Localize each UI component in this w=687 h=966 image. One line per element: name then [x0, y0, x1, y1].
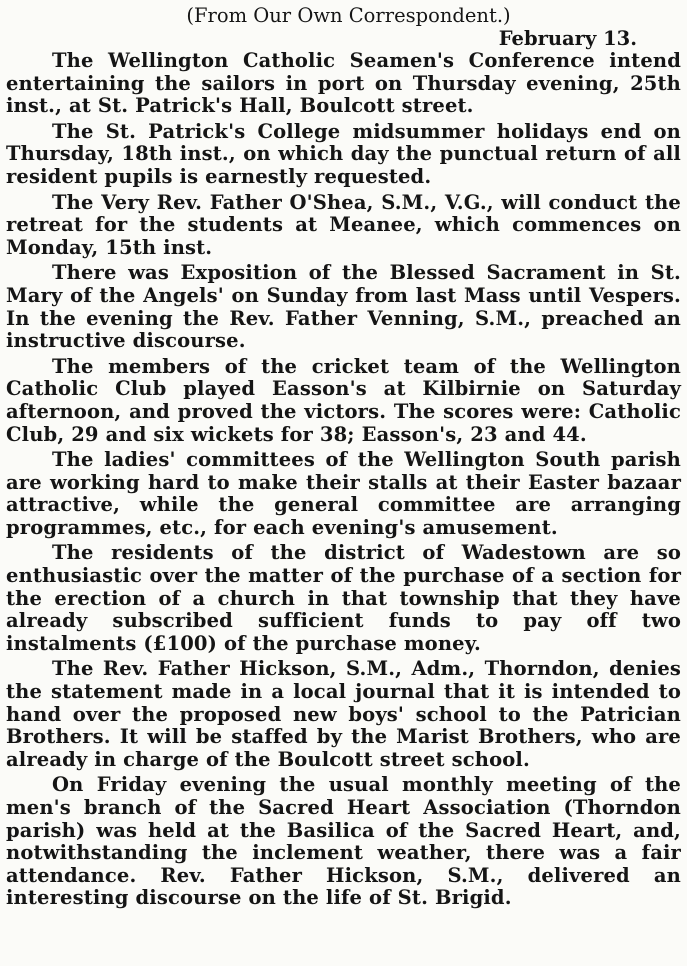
paragraph-exposition: There was Exposition of the Blessed Sacrament in St. Mary of the Angels' on Sunday from last Mass until Vespers. In the evening the Rev. Father Venning, S.M., preached an instructive discourse. [6, 261, 681, 353]
paragraph-cricket: The members of the cricket team of the Wellington Catholic Club played Easson's at Kilbirnie on Saturday afternoon, and proved the victors. The scores were: Catholic Club, 29 and six wickets for 38; Easson's, 23 and 44. [6, 354, 681, 446]
dateline: February 13. [498, 27, 637, 50]
paragraph-meanee-retreat: The Very Rev. Father O'Shea, S.M., V.G., will conduct the retreat for the students at Meanee, which commences on Monday, 15th inst. [6, 190, 681, 259]
paragraph-easter-bazaar: The ladies' committees of the Wellington South parish are working hard to make their stalls at their Easter bazaar attractive, while the general committee are arranging programmes, etc., for each evening's amusement. [6, 448, 681, 539]
article-body [6, 50, 681, 910]
paragraph-sacred-heart-meeting: On Friday evening the usual monthly meeting of the men's branch of the Sacred Heart Association (Thorndon parish) was held at the Basilica of the Sacred Heart, and, notwithstanding the inclement weather, there was a fair attendance. Rev. Father Hickson, S.M., delivered an interesting discourse on the life of St. Brigid. [6, 773, 681, 910]
paragraph-boys-school: The Rev. Father Hickson, S.M., Adm., Thorndon, denies the statement made in a local journal that it is intended to hand over the proposed new boys' school to the Patrician Brothers. It will be staffed by the Marist Brothers, who are already in charge of the Boulcott street school. [6, 657, 681, 771]
paragraph-college-holidays: The St. Patrick's College midsummer holidays end on Thursday, 18th inst., on which day the punctual return of all resident pupils is earnestly requested. [6, 119, 681, 188]
paragraph-wadestown-church: The residents of the district of Wadestown are so enthusiastic over the matter of the purchase of a section for the erection of a church in that township that they have already subscribed sufficient funds to pay off two instalments (£100) of the purchase money. [6, 541, 681, 655]
byline: (From Our Own Correspondent.) [186, 4, 511, 27]
paragraph-seamens-conference: The Wellington Catholic Seamen's Conference intend entertaining the sailors in port on Thursday evening, 25th inst., at St. Patrick's Hall, Boulcott street. [6, 49, 681, 118]
